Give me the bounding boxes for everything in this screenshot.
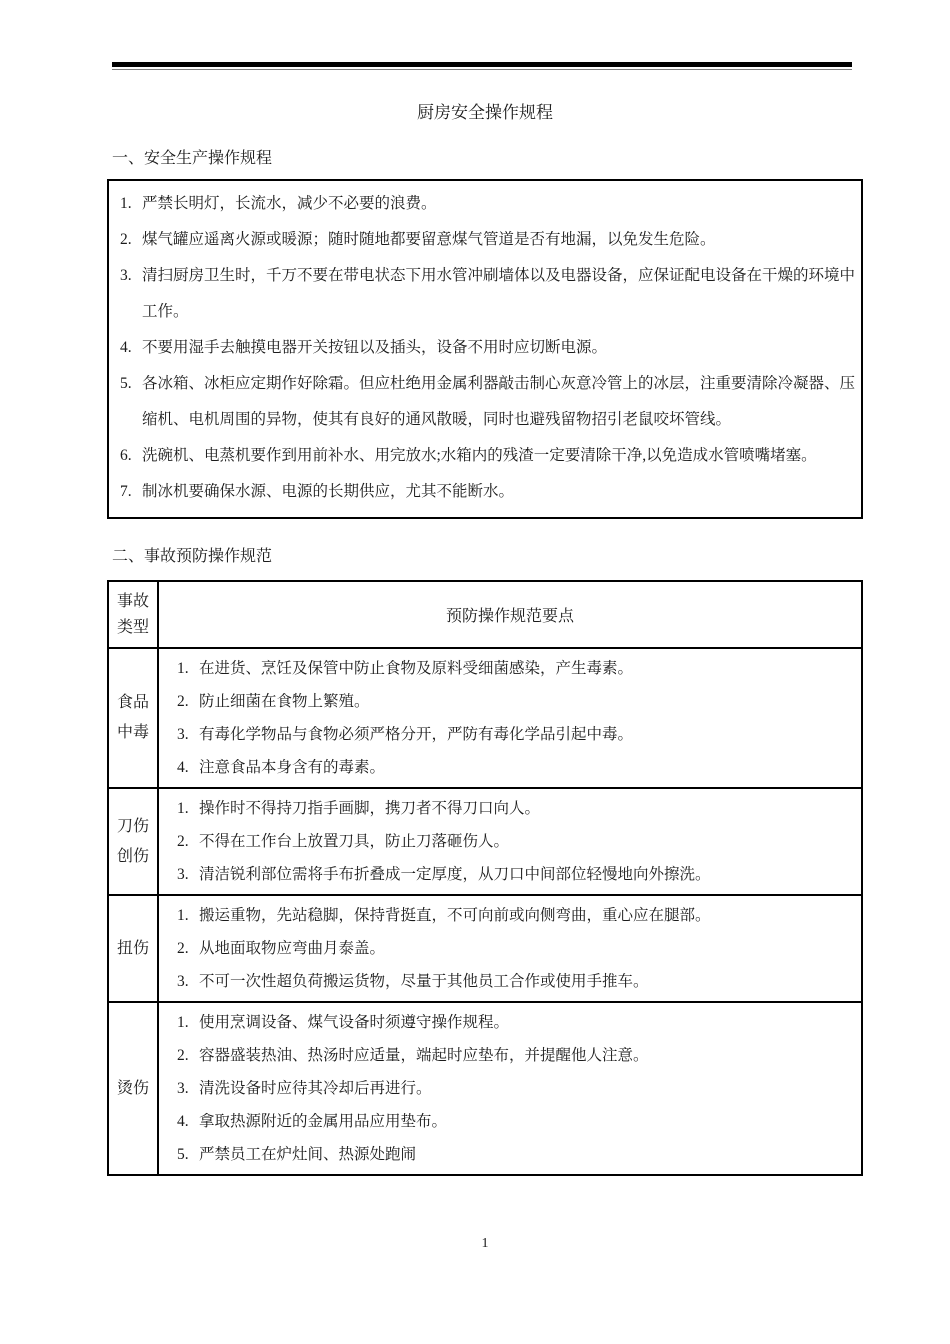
prevention-point: 操作时不得持刀指手画脚，携刀者不得刀口向人。 (199, 800, 541, 817)
document-title: 厨房安全操作规程 (417, 103, 553, 122)
prevention-point: 防止细菌在食物上繁殖。 (199, 693, 370, 710)
accident-type-cell: 烫伤 (108, 1002, 158, 1175)
document-body (107, 0, 863, 1254)
table-row-food-poisoning (108, 648, 862, 788)
section1-heading: 一、安全生产操作规程 (112, 150, 273, 167)
safety-rule-item: 洗碗机、电蒸机要作到用前补水、用完放水;水箱内的残渣一定要清除干净,以免造成水管喷嘴堵塞。 (142, 447, 817, 464)
safety-rule-item: 严禁长明灯，长流水，减少不必要的浪费。 (142, 195, 437, 212)
prevention-point: 注意食品本身含有的毒素。 (199, 759, 386, 776)
safety-rule-item: 煤气罐应遥离火源或暖源；随时随地都要留意煤气管道是否有地漏，以免发生危险。 (142, 231, 716, 248)
safety-rule-item: 各冰箱、冰柜应定期作好除霜。但应杜绝用金属利器敲击制心灰意冷管上的冰层，注重要清除冷凝器、压缩机、电机周围的异物，使其有良好的通风散暖，同时也避残留物招引老鼠咬坏管线。 (142, 375, 856, 428)
safety-rules-box (107, 179, 863, 519)
accident-type-cell: 扭伤 (108, 895, 158, 1002)
prevention-points-cell (158, 1002, 862, 1175)
column-header-accident-type: 事故类型 (108, 581, 158, 648)
table-row-knife-injury (108, 788, 862, 895)
prevention-points-cell (158, 648, 862, 788)
prevention-points-list (177, 1006, 857, 1171)
prevention-point: 搬运重物，先站稳脚，保持背挺直，不可向前或向侧弯曲，重心应在腿部。 (199, 907, 711, 924)
prevention-point: 容器盛装热油、热汤时应适量，端起时应垫布，并提醒他人注意。 (199, 1047, 649, 1064)
prevention-table-header-row (108, 581, 862, 648)
prevention-point: 不可一次性超负荷搬运货物，尽量于其他员工合作或使用手推车。 (199, 973, 649, 990)
prevention-point: 清洗设备时应待其冷却后再进行。 (199, 1080, 432, 1097)
prevention-point: 拿取热源附近的金属用品应用垫布。 (199, 1113, 448, 1130)
safety-rule-item: 不要用湿手去触摸电器开关按钮以及插头，设备不用时应切断电源。 (142, 339, 608, 356)
table-row-scald (108, 1002, 862, 1175)
safety-rule-item: 清扫厨房卫生时，千万不要在带电状态下用水管冲刷墙体以及电器设备，应保证配电设备在干燥的环境中工作。 (142, 267, 856, 320)
accident-type-cell: 食品中毒 (108, 648, 158, 788)
table-row-sprain (108, 895, 862, 1002)
safety-rules-list (120, 186, 859, 510)
section2-heading: 二、事故预防操作规范 (112, 548, 273, 565)
prevention-points-list (177, 899, 857, 998)
prevention-point: 从地面取物应弯曲月泰盖。 (199, 940, 386, 957)
prevention-point: 清洁锐利部位需将手布折叠成一定厚度，从刀口中间部位轻慢地向外擦洗。 (199, 866, 711, 883)
prevention-points-cell (158, 788, 862, 895)
accident-type-cell: 刀伤创伤 (108, 788, 158, 895)
prevention-point: 在进货、烹饪及保管中防止食物及原料受细菌感染，产生毒素。 (199, 660, 634, 677)
prevention-point: 有毒化学物品与食物必须严格分开，严防有毒化学品引起中毒。 (199, 726, 634, 743)
prevention-point: 不得在工作台上放置刀具，防止刀落砸伤人。 (199, 833, 510, 850)
page-number: 1 (481, 1236, 489, 1251)
prevention-points-list (177, 652, 857, 784)
safety-rule-item: 制冰机要确保水源、电源的长期供应，尤其不能断水。 (142, 483, 515, 500)
prevention-points-cell (158, 895, 862, 1002)
column-header-prevention-points: 预防操作规范要点 (158, 581, 862, 648)
prevention-table (107, 580, 863, 1176)
prevention-points-list (177, 792, 857, 891)
prevention-point: 使用烹调设备、煤气设备时须遵守操作规程。 (199, 1014, 510, 1031)
prevention-point: 严禁员工在炉灶间、热源处跑闹 (199, 1146, 417, 1163)
